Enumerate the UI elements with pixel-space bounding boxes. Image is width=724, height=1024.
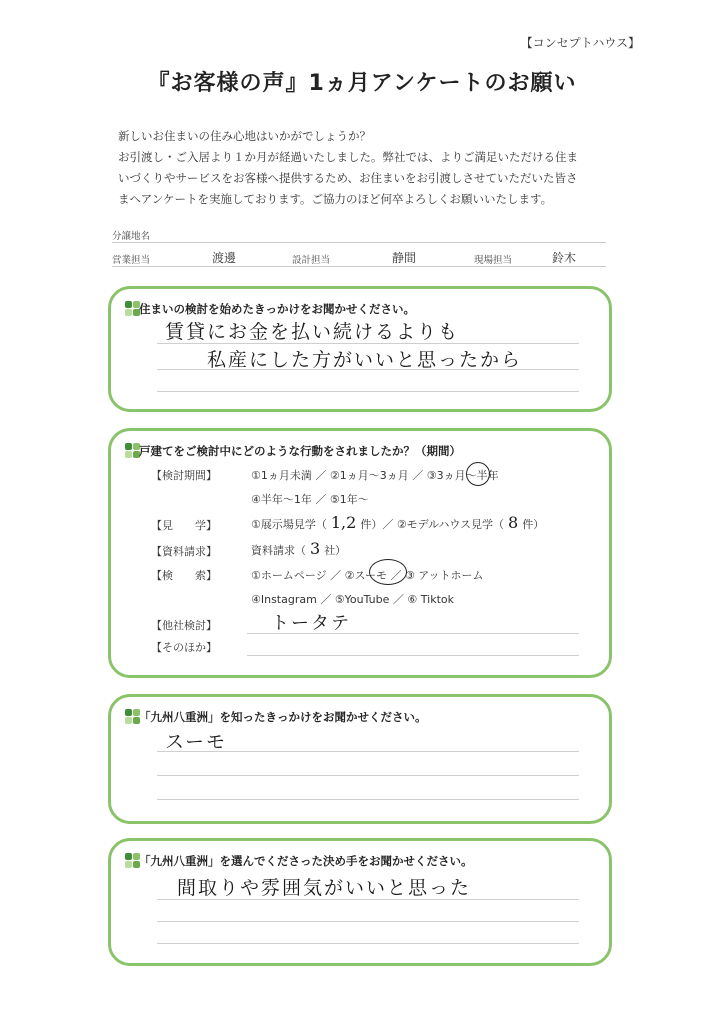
visit-count-model: 8 <box>508 513 519 532</box>
answer-line <box>247 633 579 634</box>
answer-line <box>157 921 579 922</box>
page-title: 『お客様の声』1ヵ月アンケートのお願い <box>147 71 577 96</box>
docs-label: 【資料請求】 <box>151 545 217 558</box>
docs-count: 3 <box>310 539 321 558</box>
answer-line <box>157 391 579 392</box>
handwritten-answer: 賃貸にお金を払い続けるよりも <box>165 321 460 343</box>
site-value: 鈴木 <box>552 251 577 265</box>
visit-mid: 件）／ ②モデルハウス見学（ <box>360 518 505 531</box>
intro-line: いづくりやサービスをお客様へ提供するため、お住まいをお引渡しさせていただいた皆さ <box>118 171 578 185</box>
sales-label: 営業担当 <box>112 255 151 266</box>
answer-line <box>157 775 579 776</box>
question-box-2 <box>108 428 612 678</box>
search-label: 【検 索】 <box>151 569 217 582</box>
other-label: 【他社検討】 <box>151 619 217 632</box>
search-options: ④Instagram ／ ⑤YouTube ／ ⑥ Tiktok <box>251 593 454 606</box>
design-value: 静間 <box>392 251 417 265</box>
period-options: ④半年～1年 ／ ⑤1年～ <box>251 493 369 506</box>
misc-label: 【そのほか】 <box>151 641 217 654</box>
question-box-1 <box>108 286 612 412</box>
site-label: 現場担当 <box>474 255 513 266</box>
question-box-4 <box>108 838 612 966</box>
handwritten-answer: 間取りや雰囲気がいいと思った <box>177 877 472 899</box>
period-label: 【検討期間】 <box>151 469 217 482</box>
category-tag: 【コンセプトハウス】 <box>520 36 640 50</box>
sales-value: 渡邊 <box>212 251 237 265</box>
docs-row <box>251 539 346 558</box>
intro-text <box>118 126 638 210</box>
intro-line: お引渡し・ご入居より１か月が経過いたしました。弊社では、よりご満足いただける住ま <box>118 150 578 164</box>
handwritten-answer: 私産にした方がいいと思ったから <box>207 349 523 371</box>
docs-suffix: 社） <box>324 544 347 557</box>
answer-line <box>157 943 579 944</box>
question-title: 戸建てをご検討中にどのような行動をされましたか？（期間） <box>139 444 461 458</box>
answer-line <box>157 343 579 344</box>
staff-rule <box>112 266 606 267</box>
handwritten-answer: スーモ <box>165 731 228 753</box>
answer-line <box>157 799 579 800</box>
docs-prefix: 資料請求（ <box>251 544 306 557</box>
design-label: 設計担当 <box>292 255 331 266</box>
area-rule <box>112 242 606 243</box>
question-title: 「九州八重洲」を知ったきっかけをお聞かせください。 <box>139 710 427 724</box>
selection-circle <box>369 559 407 585</box>
answer-line <box>157 369 579 370</box>
answer-line <box>157 751 579 752</box>
search-options: ①ホームページ ／ ②スーモ ／ ③ アットホーム <box>251 569 484 582</box>
question-title: 「九州八重洲」を選んでくださった決め手をお聞かせください。 <box>139 854 473 868</box>
answer-line <box>157 899 579 900</box>
visit-label: 【見 学】 <box>151 519 217 532</box>
selection-circle <box>466 462 490 486</box>
period-options: ①1ヵ月未満 ／ ②1ヵ月～3ヵ月 ／ ③3ヵ月～半年 <box>251 469 499 482</box>
visit-prefix: ①展示場見学（ <box>251 518 327 531</box>
visit-row <box>251 513 544 532</box>
visit-suffix: 件） <box>522 518 545 531</box>
intro-line: 新しいお住まいの住み心地はいかがでしょうか？ <box>118 129 371 143</box>
question-box-3 <box>108 694 612 824</box>
answer-line <box>247 655 579 656</box>
visit-count-showroom: 1,2 <box>330 513 357 532</box>
handwritten-answer: トータテ <box>271 613 351 634</box>
intro-line: まへアンケートを実施しております。ご協力のほど何卒よろしくお願いいたします。 <box>118 192 553 206</box>
question-title: 住まいの検討を始めたきっかけをお聞かせください。 <box>139 302 415 316</box>
area-label: 分譲地名 <box>112 231 151 242</box>
